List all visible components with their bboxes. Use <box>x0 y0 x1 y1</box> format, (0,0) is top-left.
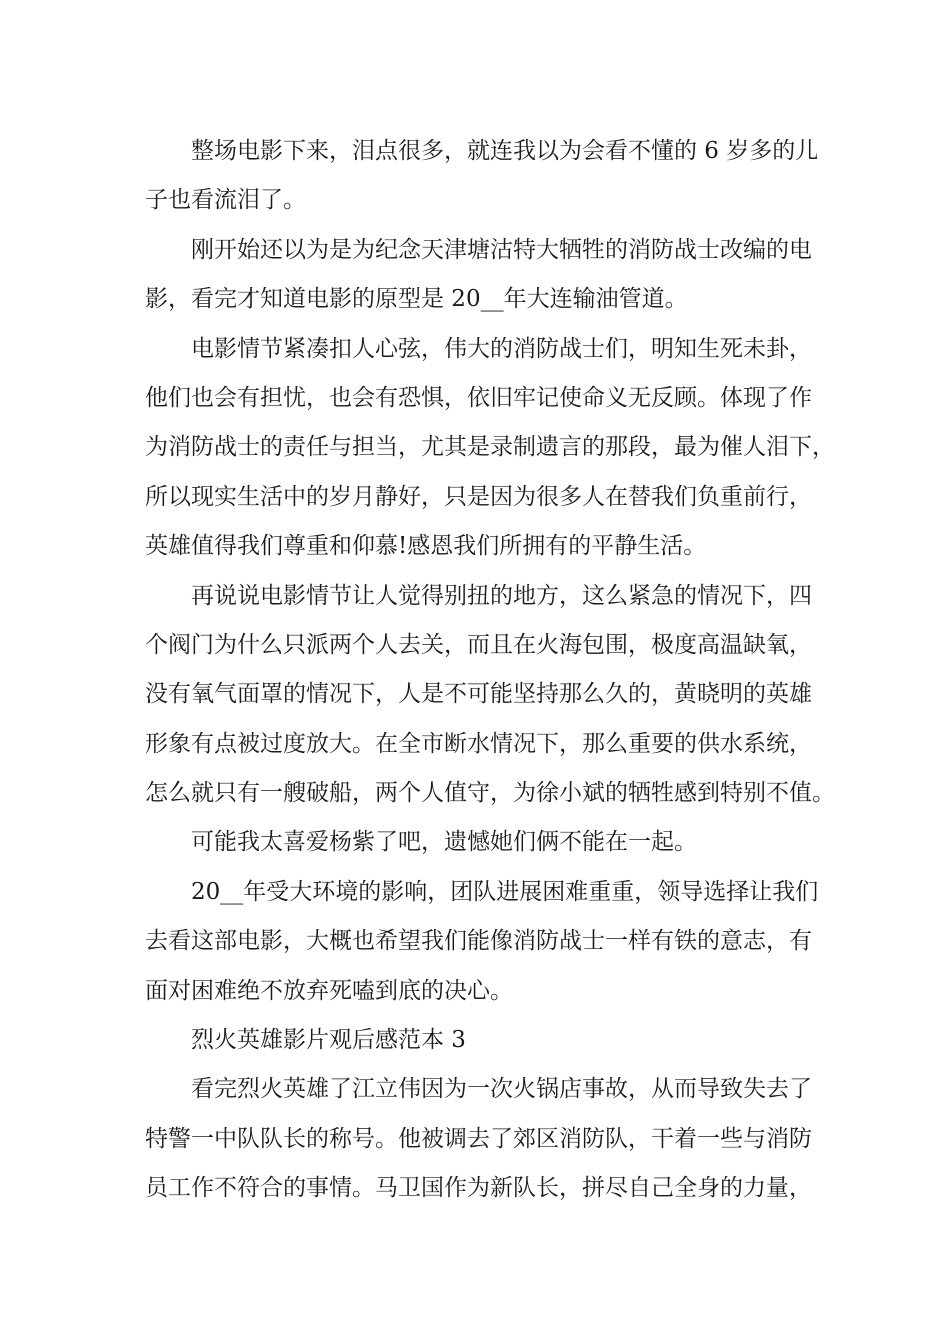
text-line: 没有氧气面罩的情况下，人是不可能坚持那么久的，黄晓明的英雄 <box>145 681 812 708</box>
text-line: 电影情节紧凑扣人心弦，伟大的消防战士们，明知生死未卦， <box>191 335 812 362</box>
text-line: 员工作不符合的事情。马卫国作为新队长，拼尽自己全身的力量， <box>145 1175 812 1202</box>
text-line: 个阀门为什么只派两个人去关，而且在火海包围，极度高温缺氧， <box>145 631 812 658</box>
text-line: 20__年受大环境的影响，团队进展困难重重，领导选择让我们 <box>191 878 819 905</box>
document-body <box>145 133 835 1220</box>
section-heading: 烈火英雄影片观后感范本 3 <box>191 1027 466 1054</box>
text-line: 面对困难绝不放弃死嗑到底的决心。 <box>145 977 513 1004</box>
text-line: 整场电影下来，泪点很多，就连我以为会看不懂的 6 岁多的儿 <box>191 138 819 164</box>
text-line: 为消防战士的责任与担当，尤其是录制遗言的那段，最为催人泪下， <box>145 434 835 461</box>
text-line: 形象有点被过度放大。在全市断水情况下，那么重要的供水系统， <box>145 730 812 757</box>
text-line: 影，看完才知道电影的原型是 20__年大连输油管道。 <box>145 286 688 313</box>
text-line: 再说说电影情节让人觉得别扭的地方，这么紧急的情况下，四 <box>191 582 812 609</box>
text-line: 特警一中队队长的称号。他被调去了郊区消防队，干着一些与消防 <box>145 1125 812 1152</box>
text-line: 子也看流泪了。 <box>145 187 306 214</box>
text-line: 怎么就只有一艘破船，两个人值守，为徐小斌的牺牲感到特别不值。 <box>145 780 835 807</box>
text-line: 英雄值得我们尊重和仰慕!感恩我们所拥有的平静生活。 <box>145 533 707 560</box>
text-line: 刚开始还以为是为纪念天津塘沽特大牺牲的消防战士改编的电 <box>191 236 812 263</box>
text-line: 所以现实生活中的岁月静好，只是因为很多人在替我们负重前行， <box>145 483 812 510</box>
text-line: 他们也会有担忧，也会有恐惧，依旧牢记使命义无反顾。体现了作 <box>145 384 812 411</box>
text-line: 看完烈火英雄了江立伟因为一次火锅店事故，从而导致失去了 <box>191 1076 812 1103</box>
text-line: 去看这部电影，大概也希望我们能像消防战士一样有铁的意志，有 <box>145 928 812 955</box>
text-line: 可能我太喜爱杨紫了吧，遗憾她们俩不能在一起。 <box>191 829 697 856</box>
